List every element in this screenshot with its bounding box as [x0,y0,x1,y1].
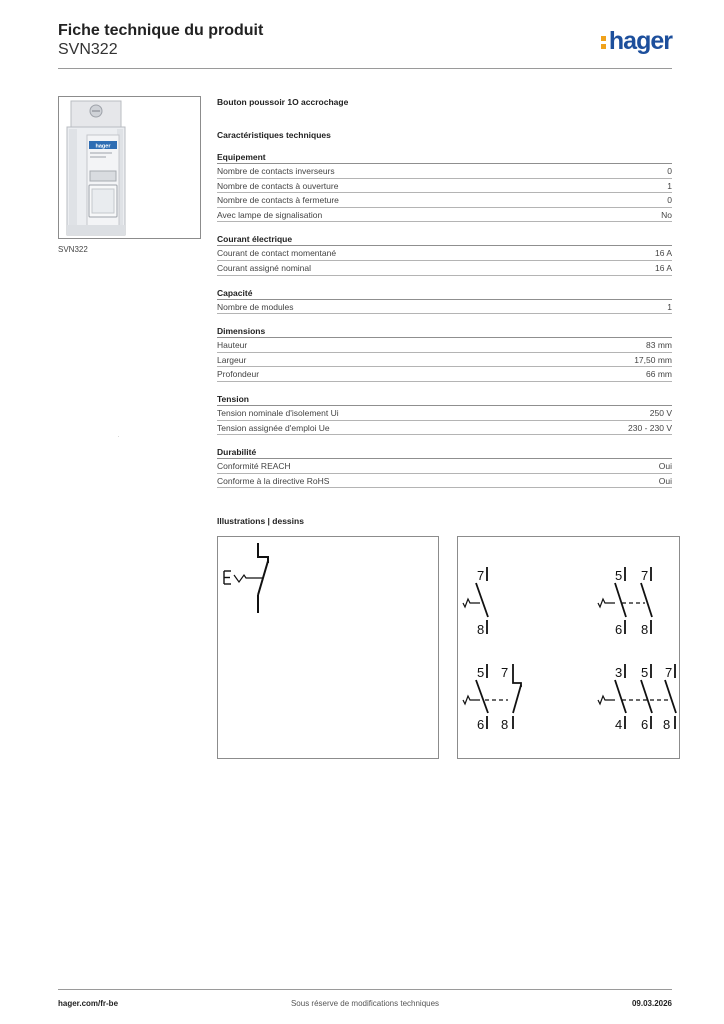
spec-groups [217,151,672,488]
spec-value: 230 - 230 V [628,422,672,433]
spec-value: 83 mm [646,340,672,351]
specs-heading: Caractéristiques techniques [217,130,331,140]
spec-value: 0 [667,195,672,206]
spec-group-title: Capacité [217,287,672,300]
spec-row [217,208,672,223]
spec-label: Largeur [217,354,247,365]
page-footer [58,999,672,1011]
terminal-label: 6 [615,622,623,637]
spec-group [217,446,672,488]
spec-label: Tension assignée d'emploi Ue [217,422,330,433]
spec-value: 17,50 mm [634,354,672,365]
footer-notice: Sous réserve de modifications techniques [290,999,440,1008]
product-reference: SVN322 [58,41,118,58]
footer-date: 09.03.2026 [631,999,672,1008]
spec-label: Hauteur [217,340,248,351]
terminal-label: 6 [477,717,485,732]
terminal-label: 7 [477,568,485,583]
spec-label: Avec lampe de signalisation [217,209,323,220]
terminal-label: 8 [641,622,649,637]
spec-group [217,151,672,222]
terminal-label: 7 [665,665,673,680]
spec-group-title: Courant électrique [217,233,672,246]
product-name: Bouton poussoir 1O accrochage [217,97,349,107]
spec-row [217,246,672,261]
spec-label: Conforme à la directive RoHS [217,475,330,486]
terminal-label: 8 [501,717,509,732]
diagram-two-contacts-a [598,567,652,637]
diagram-three-contacts [598,664,676,732]
spec-value: 250 V [649,407,672,418]
spec-value: 66 mm [646,369,672,380]
spec-value: Oui [658,475,672,486]
spec-row [217,459,672,474]
contact-diagrams-drawing [457,536,680,759]
spec-group-title: Durabilité [217,446,672,459]
spec-value: 16 A [654,262,672,273]
footer-website-link[interactable]: hager.com/fr-be [58,999,119,1008]
spec-row [217,179,672,194]
terminal-label: 5 [641,665,649,680]
spec-label: Profondeur [217,369,260,380]
page-header [58,22,672,68]
terminal-label: 8 [663,717,671,732]
product-image-caption: SVN322 [58,245,88,254]
spec-value: No [661,209,672,220]
spec-value: 16 A [654,248,672,259]
hager-logo [601,28,672,54]
spec-row [217,353,672,368]
spec-row [217,164,672,179]
spec-label: Tension nominale d'isolement Ui [217,407,339,418]
spec-label: Nombre de contacts à fermeture [217,195,339,206]
spec-group-title: Tension [217,393,672,406]
spec-group [217,287,672,315]
spec-label: Nombre de contacts à ouverture [217,180,339,191]
diagram-single-contact [463,567,488,637]
spec-row [217,406,672,421]
product-image [58,96,201,239]
device-brand-label: hager [95,143,111,150]
spec-value: Oui [658,461,672,472]
terminal-label: 3 [615,665,623,680]
terminal-label: 6 [641,717,649,732]
symbol-letter: E [118,437,119,438]
illustrations-heading: Illustrations | dessins [217,516,304,526]
spec-row [217,261,672,276]
page-title: Fiche technique du produit [58,22,264,39]
spec-group-title: Equipement [217,151,672,164]
spec-row [217,367,672,382]
spec-value: 1 [667,180,672,191]
spec-group-title: Dimensions [217,325,672,338]
spec-row [217,474,672,489]
footer-divider [58,989,672,990]
terminal-label: 7 [641,568,649,583]
spec-value: 0 [667,166,672,176]
spec-label: Courant assigné nominal [217,262,312,273]
spec-label: Courant de contact momentané [217,248,337,259]
logo-dots-icon [601,34,607,50]
spec-row [217,338,672,353]
terminal-label: 5 [615,568,623,583]
terminal-label: 4 [615,717,623,732]
spec-label: Nombre de contacts inverseurs [217,166,335,176]
header-divider [58,68,672,69]
technical-specifications [217,96,672,499]
terminal-label: 8 [477,622,485,637]
spec-group [217,393,672,435]
push-button-device-picture [59,97,200,238]
spec-value: 1 [667,301,672,312]
logo-text: hager [608,27,672,55]
terminal-label: 7 [501,665,509,680]
terminal-label: 5 [477,665,485,680]
spec-row [217,421,672,436]
spec-label: Conformité REACH [217,461,291,472]
spec-row [217,193,672,208]
spec-row [217,300,672,315]
spec-group [217,233,672,275]
spec-group [217,325,672,382]
spec-label: Nombre de modules [217,301,294,312]
contact-configurations-diagram [458,537,679,758]
diagram-two-contacts-latched [463,664,521,732]
